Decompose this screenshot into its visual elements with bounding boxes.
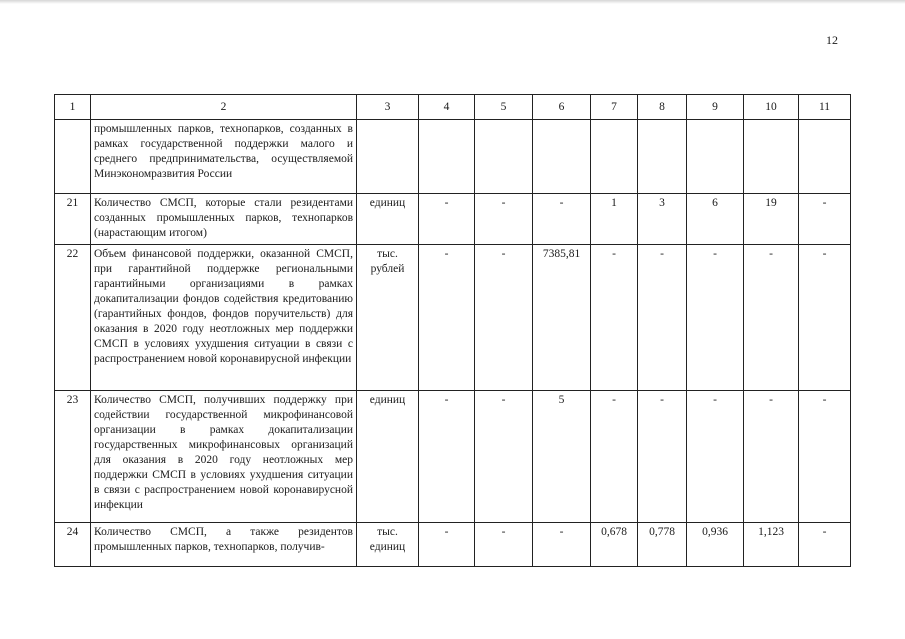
row-value [744, 120, 799, 194]
row-unit: тыс. единиц [357, 523, 419, 567]
row-unit: единиц [357, 391, 419, 523]
header-cell: 1 [55, 95, 91, 120]
table-row [55, 245, 851, 391]
row-value: - [591, 245, 638, 391]
row-description: промышленных парков, технопарков, созданных в рамках государственной поддержки малого и среднего предпринимательства, осуществляемой Минэкономразвития России [91, 120, 357, 194]
row-value: - [475, 391, 533, 523]
row-value: - [419, 194, 475, 245]
row-value [591, 120, 638, 194]
table-header-row [55, 95, 851, 120]
header-cell: 6 [533, 95, 591, 120]
row-value: - [799, 391, 851, 523]
row-value: 1,123 [744, 523, 799, 567]
row-description: Количество СМСП, получивших поддержку при содействии государственной микрофинансовой организации в рамках докапитализации государственных микрофинансовых организаций для оказания в 2020 году неотложных мер поддержки СМСП в условиях ухудшения ситуации в связи с распространением новой коронавирусной инфекции [91, 391, 357, 523]
table-row [55, 523, 851, 567]
row-value: - [744, 391, 799, 523]
row-value: - [419, 523, 475, 567]
row-unit: тыс. рублей [357, 245, 419, 391]
row-value: - [591, 391, 638, 523]
header-cell: 7 [591, 95, 638, 120]
row-value [533, 120, 591, 194]
row-value [638, 120, 687, 194]
scan-edge [0, 0, 905, 4]
indicators-table [54, 94, 851, 567]
header-cell: 5 [475, 95, 533, 120]
row-value: 0,778 [638, 523, 687, 567]
row-value: - [638, 391, 687, 523]
row-unit: единиц [357, 194, 419, 245]
row-value: 0,678 [591, 523, 638, 567]
row-number [55, 120, 91, 194]
row-value: 0,936 [687, 523, 744, 567]
row-value: - [687, 391, 744, 523]
table-row-continuation [55, 120, 851, 194]
header-cell: 3 [357, 95, 419, 120]
row-value: - [475, 194, 533, 245]
row-value: - [799, 523, 851, 567]
row-value: - [687, 245, 744, 391]
header-cell: 10 [744, 95, 799, 120]
table-row [55, 391, 851, 523]
row-value: - [419, 245, 475, 391]
row-description: Объем финансовой поддержки, оказанной СМСП, при гарантийной поддержке региональными гарантийными организациями в рамках докапитализации фондов содействия кредитованию (гарантийных фондов, фондов поручительств) для оказания в 2020 году неотложных мер поддержки СМСП в условиях ухудшения ситуации в связи с распространением новой коронавирусной инфекции [91, 245, 357, 391]
row-number: 23 [55, 391, 91, 523]
row-value: - [533, 523, 591, 567]
page-number: 12 [826, 33, 838, 47]
header-cell: 11 [799, 95, 851, 120]
row-description: Количество СМСП, а также резидентов промышленных парков, технопарков, получив- [91, 523, 357, 567]
row-number: 22 [55, 245, 91, 391]
row-value [475, 120, 533, 194]
row-value: - [533, 194, 591, 245]
row-value [799, 120, 851, 194]
row-value: - [799, 245, 851, 391]
row-unit [357, 120, 419, 194]
row-value [687, 120, 744, 194]
row-value: 1 [591, 194, 638, 245]
row-value: - [744, 245, 799, 391]
header-cell: 9 [687, 95, 744, 120]
table-row [55, 194, 851, 245]
row-value: 19 [744, 194, 799, 245]
row-value: - [419, 391, 475, 523]
row-value: 7385,81 [533, 245, 591, 391]
row-description: Количество СМСП, которые стали резидентами созданных промышленных парков, технопарков (нарастающим итогом) [91, 194, 357, 245]
row-value: - [799, 194, 851, 245]
row-value: - [638, 245, 687, 391]
header-cell: 2 [91, 95, 357, 120]
row-value: 3 [638, 194, 687, 245]
header-cell: 8 [638, 95, 687, 120]
row-value [419, 120, 475, 194]
row-number: 21 [55, 194, 91, 245]
row-value: 5 [533, 391, 591, 523]
row-value: 6 [687, 194, 744, 245]
header-cell: 4 [419, 95, 475, 120]
row-value: - [475, 523, 533, 567]
row-number: 24 [55, 523, 91, 567]
row-value: - [475, 245, 533, 391]
